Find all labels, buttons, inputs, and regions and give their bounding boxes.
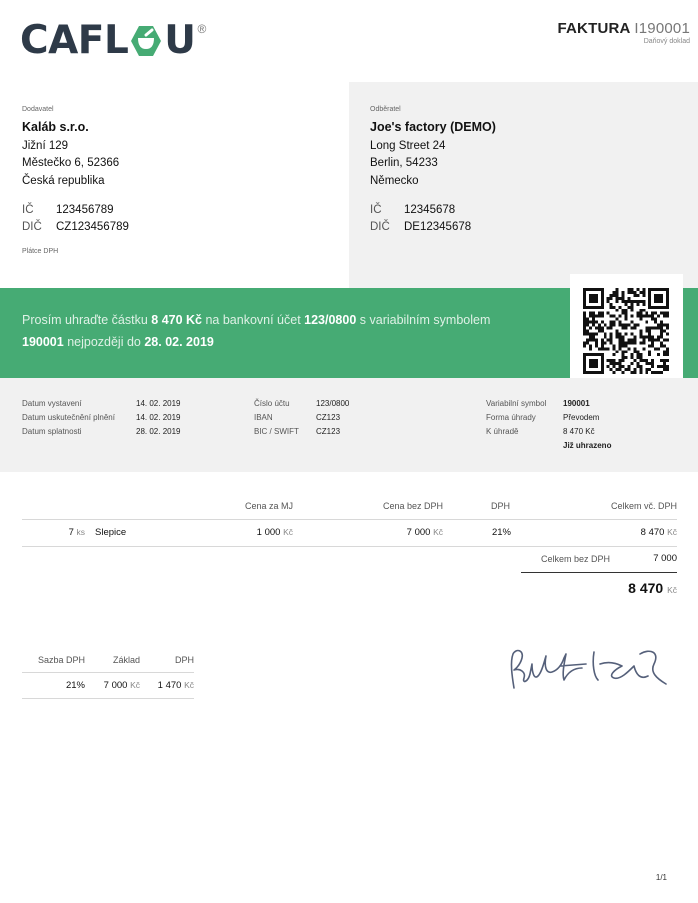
grand-total-value: 8 470: [628, 580, 664, 596]
vat-header-divider: [22, 672, 194, 673]
company-logo: [20, 20, 206, 62]
supplier-label: Dodavatel: [22, 106, 54, 113]
vat-rate: 21%: [65, 680, 85, 691]
payment-text-3: s variabilním symbolem: [356, 313, 491, 327]
vat-row-divider: [22, 698, 194, 699]
vat-base: [104, 680, 140, 691]
dates-block: [22, 397, 180, 439]
item-no-vat-currency: Kč: [433, 527, 443, 537]
item-unit-price-currency: Kč: [283, 527, 293, 537]
item-vat-rate: 21%: [491, 527, 511, 538]
payment-info-block: [486, 397, 611, 453]
vat-amount-currency: Kč: [184, 680, 194, 690]
item-unit-price-value: 1 000: [256, 527, 281, 538]
item-name: Slepice: [95, 527, 127, 538]
supplier-block: [22, 106, 129, 255]
paid-note: Již uhrazeno: [563, 441, 612, 450]
customer-dic-label: DIČ: [370, 221, 390, 233]
invoice-number: I190001: [634, 20, 690, 37]
payment-text-1: Prosím uhraďte částku: [22, 313, 152, 327]
swift: CZ123: [316, 427, 341, 436]
item-qty-value: 7: [68, 527, 74, 538]
item-unit: ks: [76, 527, 85, 537]
item-total-currency: Kč: [667, 527, 677, 537]
vat-col-rate: Sazba DPH: [37, 655, 85, 665]
payment-text-4: nejpozději do: [63, 335, 145, 349]
item-no-vat-value: 7 000: [406, 527, 431, 538]
account-number: 123/0800: [316, 399, 350, 408]
payment-text-2: na bankovní účet: [202, 313, 305, 327]
vat-amount-value: 1 470: [157, 680, 182, 691]
iban-label: IBAN: [254, 413, 273, 422]
supplier-city: Městečko 6, 52366: [22, 157, 120, 169]
payment-method-label: Forma úhrady: [486, 413, 536, 422]
swift-label: BIC / SWIFT: [254, 427, 299, 436]
item-qty: [69, 527, 85, 538]
col-no-vat: Cena bez DPH: [382, 501, 443, 511]
customer-street: Long Street 24: [370, 139, 446, 152]
grand-total: [628, 580, 677, 596]
supplier-street: Jižní 129: [22, 139, 69, 152]
supplier-ic-label: IČ: [22, 204, 34, 216]
qr-code-box: [570, 274, 683, 390]
qr-code-icon: [583, 288, 669, 374]
customer-city: Berlin, 54233: [370, 157, 438, 169]
customer-country: Německo: [370, 174, 419, 187]
payment-vs: 190001: [22, 335, 64, 349]
vat-table-row: [22, 680, 194, 694]
customer-ic-label: IČ: [370, 204, 382, 216]
invoice-subtitle: Daňový doklad: [643, 38, 690, 45]
supplier-dic: CZ123456789: [56, 221, 129, 233]
subtotal-value: 7 000: [653, 553, 677, 564]
supplier-ic: 123456789: [56, 204, 114, 216]
col-vat: DPH: [490, 501, 510, 511]
customer-block: [370, 106, 496, 236]
customer-label: Odběratel: [370, 106, 401, 113]
vat-amount: [158, 680, 194, 691]
bank-block: [254, 397, 349, 439]
supplier-name: Kaláb s.r.o.: [22, 120, 89, 134]
amount-due: 8 470 Kč: [563, 427, 595, 436]
payment-due-date: 28. 02. 2019: [144, 335, 214, 349]
invoice-title: [557, 20, 690, 37]
vat-col-vat: DPH: [174, 655, 194, 665]
total-divider: [521, 572, 677, 573]
amount-due-label: K úhradě: [486, 427, 519, 436]
supply-date: 14. 02. 2019: [136, 413, 181, 422]
item-total-value: 8 470: [640, 527, 665, 538]
item-no-vat: [407, 527, 443, 538]
due-date-label: Datum splatnosti: [22, 427, 82, 436]
payment-account: 123/0800: [304, 313, 357, 327]
vat-col-base: Základ: [112, 655, 140, 665]
col-total: Celkem vč. DPH: [610, 501, 677, 511]
payment-instructions: [22, 309, 562, 353]
supply-date-label: Datum uskutečnění plnění: [22, 413, 115, 422]
supplier-country: Česká republika: [22, 174, 105, 187]
customer-name: Joe's factory (DEMO): [370, 120, 496, 134]
items-row-divider: [22, 546, 677, 547]
invoice-title-label: FAKTURA: [557, 20, 630, 37]
item-total: [641, 527, 677, 538]
items-header-divider: [22, 519, 677, 520]
item-unit-price: [257, 527, 293, 538]
due-date: 28. 02. 2019: [136, 427, 181, 436]
variable-symbol: 190001: [563, 399, 590, 408]
logo-text-right: U: [164, 18, 196, 63]
vat-base-currency: Kč: [130, 680, 140, 690]
customer-ic: 12345678: [404, 204, 456, 216]
table-row: [22, 527, 677, 541]
col-unit-price: Cena za MJ: [244, 501, 293, 511]
payment-method: Převodem: [563, 413, 600, 422]
iban: CZ123: [316, 413, 341, 422]
customer-dic: DE12345678: [404, 221, 472, 233]
bowl-icon: [129, 24, 163, 58]
supplier-dic-label: DIČ: [22, 221, 42, 233]
issue-date-label: Datum vystavení: [22, 399, 82, 408]
logo-text-left: CAFL: [20, 18, 129, 63]
vs-label: Variabilní symbol: [486, 399, 547, 408]
vat-payer-note: Plátce DPH: [22, 248, 59, 255]
vat-base-value: 7 000: [103, 680, 128, 691]
grand-total-currency: Kč: [667, 585, 677, 595]
account-label: Číslo účtu: [254, 399, 290, 408]
issue-date: 14. 02. 2019: [136, 399, 181, 408]
payment-amount: 8 470 Kč: [151, 313, 202, 327]
registered-mark: ®: [197, 22, 207, 36]
subtotal-label: Celkem bez DPH: [540, 554, 610, 564]
page-number: 1/1: [655, 873, 667, 882]
signature-image: [502, 644, 672, 696]
invoice-title-block: [557, 20, 690, 45]
